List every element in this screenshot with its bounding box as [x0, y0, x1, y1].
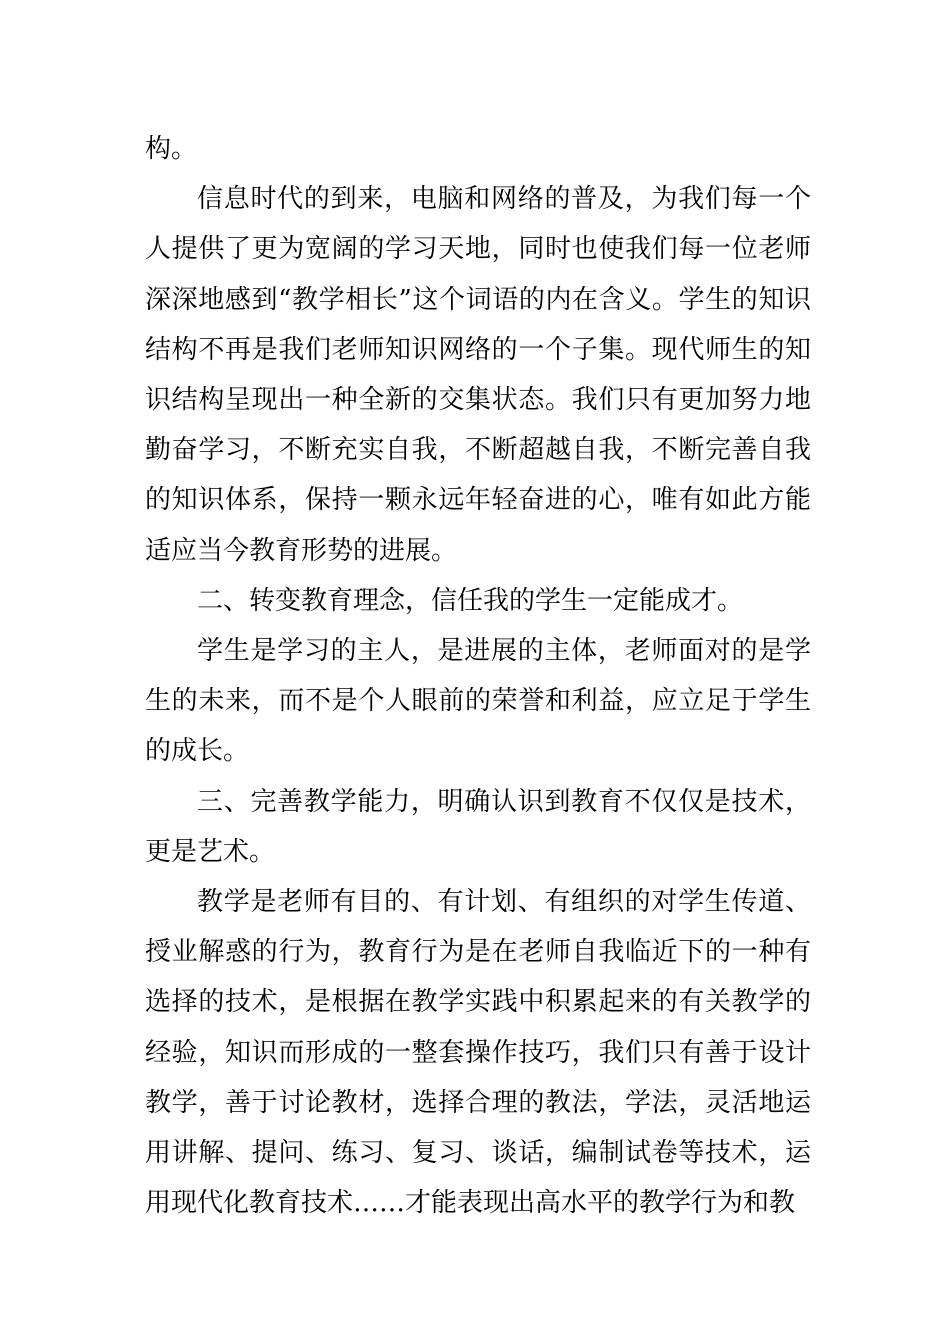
- paragraph-information-age: 信息时代的到来，电脑和网络的普及，为我们每一个人提供了更为宽阔的学习天地，同时也使我们每一位老师深深地感到“教学相长”这个词语的内在含义。学生的知识结构不再是我们老师知识网络的一个子集。现代师生的知识结构呈现出一种全新的交集状态。我们只有更加努力地勤奋学习，不断充实自我，不断超越自我，不断完善自我的知识体系，保持一颗永远年轻奋进的心，唯有如此方能适应当今教育形势的进展。: [145, 184, 811, 566]
- body-text: [145, 124, 811, 1228]
- paragraph-continuation: 构。: [145, 134, 198, 164]
- heading-section-three: 三、完善教学能力，明确认识到教育不仅仅是技术，更是艺术。: [145, 786, 811, 867]
- paragraph-teaching-skills: 教学是老师有目的、有计划、有组织的对学生传道、授业解惑的行为，教育行为是在老师自我临近下的一种有选择的技术，是根据在教学实践中积累起来的有关教学的经验，知识而形成的一整套操作技巧，我们只有善于设计教学，善于讨论教材，选择合理的教法，学法，灵活地运用讲解、提问、练习、复习、谈话，编制试卷等技术，运用现代化教育技术……才能表现出高水平的教学行为和教: [145, 887, 811, 1219]
- paragraph-students-subject: 学生是学习的主人，是进展的主体，老师面对的是学生的未来，而不是个人眼前的荣誉和利益，应立足于学生的成长。: [145, 636, 811, 767]
- heading-section-two: 二、转变教育理念，信任我的学生一定能成才。: [197, 585, 744, 616]
